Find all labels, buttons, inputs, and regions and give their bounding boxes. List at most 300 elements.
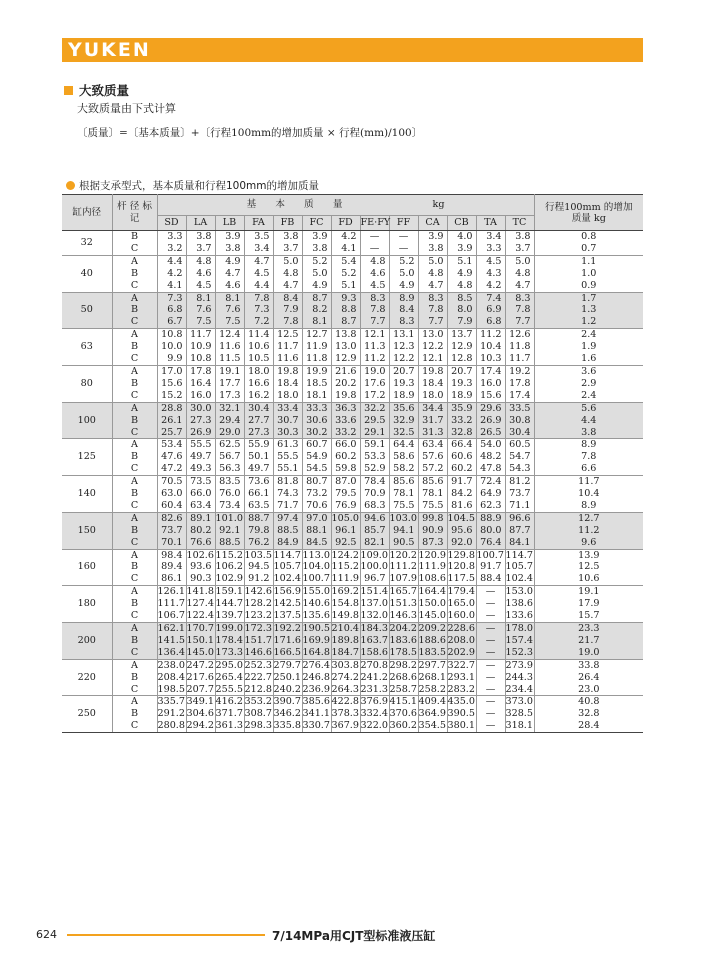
mass-cell: 91.2 bbox=[244, 573, 273, 585]
mass-cell: 11.4 bbox=[244, 329, 273, 341]
mass-cell: 139.7 bbox=[215, 610, 243, 622]
rod-cell: C bbox=[112, 500, 157, 512]
table-row bbox=[62, 390, 643, 402]
mass-cell: 93.6 bbox=[186, 561, 215, 573]
brand-bar bbox=[62, 38, 643, 62]
mass-cell: 29.6 bbox=[476, 402, 505, 414]
rod-cell: B bbox=[112, 561, 157, 573]
stroke-increase-cell: 0.7 bbox=[581, 242, 597, 254]
mass-cell: 4.0 bbox=[447, 231, 476, 243]
mass-cell: 152.3 bbox=[505, 646, 533, 658]
mass-cell: 72.4 bbox=[476, 476, 505, 488]
table-row bbox=[62, 255, 643, 267]
mass-cell: 47.2 bbox=[157, 463, 186, 475]
mass-cell: 4.6 bbox=[186, 268, 215, 280]
mass-cell: 145.0 bbox=[418, 610, 446, 622]
mass-cell: 105.0 bbox=[331, 512, 359, 524]
mass-cell: 10.0 bbox=[157, 341, 186, 353]
table-row bbox=[62, 696, 643, 708]
mass-cell: 12.5 bbox=[273, 329, 302, 341]
stroke-increase-cell: 12.5 bbox=[578, 561, 600, 573]
mass-cell: 6.8 bbox=[157, 304, 186, 316]
table-row bbox=[62, 268, 643, 280]
mass-cell: 31.7 bbox=[418, 415, 447, 427]
mass-cell: 58.6 bbox=[389, 451, 418, 463]
mass-cell: 142.6 bbox=[244, 586, 272, 598]
table-row bbox=[62, 586, 643, 598]
stroke-increase-cell: 1.7 bbox=[534, 292, 643, 304]
table-title-text: 根据支承型式，基本质量和行程100mm的增加质量 bbox=[79, 180, 319, 192]
mass-cell: — bbox=[476, 696, 505, 708]
header-unit: kg bbox=[432, 199, 445, 210]
mass-cell: 16.0 bbox=[476, 378, 505, 390]
column-header: FD bbox=[331, 216, 360, 231]
mass-cell: 390.7 bbox=[273, 696, 301, 708]
mass-cell: 49.7 bbox=[186, 451, 215, 463]
brand-logo: YUKEN bbox=[68, 39, 151, 61]
mass-cell: 27.3 bbox=[186, 415, 215, 427]
mass-cell: 8.1 bbox=[186, 292, 215, 304]
stroke-increase-cell: 12.7 bbox=[534, 512, 643, 524]
mass-cell: 100.7 bbox=[476, 549, 504, 561]
table-row bbox=[62, 635, 643, 647]
mass-cell: 164.8 bbox=[302, 646, 330, 658]
mass-cell: 60.7 bbox=[302, 439, 331, 451]
rod-cell: B bbox=[112, 304, 157, 316]
table-row bbox=[62, 451, 643, 463]
mass-cell: 163.7 bbox=[360, 634, 388, 646]
mass-cell: 276.4 bbox=[302, 659, 330, 671]
mass-cell: 6.9 bbox=[476, 304, 505, 316]
mass-cell: 18.4 bbox=[273, 378, 302, 390]
mass-cell: 109.0 bbox=[360, 549, 388, 561]
mass-cell: 111.7 bbox=[157, 598, 185, 610]
table-row bbox=[62, 659, 643, 671]
mass-cell: 32.5 bbox=[389, 427, 418, 439]
bore-cell: 32 bbox=[62, 231, 112, 256]
rod-cell: A bbox=[112, 255, 157, 267]
stroke-increase-cell: 13.9 bbox=[534, 549, 643, 561]
mass-cell: 4.7 bbox=[244, 255, 273, 267]
mass-cell: 3.9 bbox=[418, 231, 447, 243]
table-row bbox=[62, 720, 643, 732]
mass-cell: 141.8 bbox=[186, 586, 214, 598]
mass-cell: 247.2 bbox=[186, 659, 214, 671]
mass-cell: 17.8 bbox=[186, 365, 215, 377]
mass-cell: 385.6 bbox=[302, 696, 330, 708]
stroke-increase-cell: 1.0 bbox=[581, 267, 597, 279]
bore-cell: 180 bbox=[62, 586, 112, 623]
stroke-increase-cell: 4.4 bbox=[534, 415, 643, 427]
stroke-increase-cell: 1.2 bbox=[534, 316, 643, 328]
stroke-increase-cell: 2.9 bbox=[581, 377, 597, 389]
table-row bbox=[62, 500, 643, 512]
mass-cell: 133.6 bbox=[505, 610, 533, 622]
mass-cell: 159.1 bbox=[215, 586, 243, 598]
mass-cell: 58.2 bbox=[389, 463, 418, 475]
mass-cell: 318.1 bbox=[505, 720, 533, 732]
mass-cell: 3.4 bbox=[244, 243, 273, 255]
mass-cell: 135.6 bbox=[302, 610, 330, 622]
mass-cell: 104.0 bbox=[302, 561, 330, 573]
mass-cell: 8.7 bbox=[331, 316, 360, 328]
mass-cell: 4.8 bbox=[447, 280, 476, 292]
mass-cell: 335.7 bbox=[157, 696, 185, 708]
mass-cell: 4.2 bbox=[157, 268, 186, 280]
mass-cell: 85.7 bbox=[360, 525, 389, 537]
mass-cell: 103.0 bbox=[389, 512, 417, 524]
mass-cell: 137.0 bbox=[360, 598, 388, 610]
mass-cell: 84.1 bbox=[505, 537, 534, 549]
mass-cell: 137.5 bbox=[273, 610, 301, 622]
rod-cell: C bbox=[112, 316, 157, 328]
mass-cell: 3.7 bbox=[505, 243, 534, 255]
mass-cell: 10.6 bbox=[244, 341, 273, 353]
rod-cell: B bbox=[112, 708, 157, 720]
mass-cell: 62.5 bbox=[215, 439, 244, 451]
mass-cell: 8.3 bbox=[389, 316, 418, 328]
mass-cell: 7.7 bbox=[360, 316, 389, 328]
mass-cell: 124.2 bbox=[331, 549, 359, 561]
mass-cell: 66.4 bbox=[447, 439, 476, 451]
mass-cell: 12.6 bbox=[505, 329, 534, 341]
mass-cell: — bbox=[476, 635, 505, 647]
mass-cell: 4.9 bbox=[447, 268, 476, 280]
mass-cell: 6.8 bbox=[476, 316, 505, 328]
mass-cell: 164.4 bbox=[418, 586, 446, 598]
mass-cell: 335.8 bbox=[273, 720, 301, 732]
bore-cell: 250 bbox=[62, 696, 112, 733]
mass-cell: 270.8 bbox=[360, 659, 388, 671]
table-row bbox=[62, 610, 643, 622]
rod-cell: A bbox=[112, 696, 157, 708]
stroke-increase-cell: 23.0 bbox=[578, 683, 600, 695]
mass-cell: 297.7 bbox=[418, 659, 446, 671]
mass-cell: 60.6 bbox=[447, 451, 476, 463]
rod-cell: B bbox=[112, 451, 157, 463]
mass-cell: 90.9 bbox=[418, 525, 447, 537]
mass-cell: 100.7 bbox=[302, 573, 330, 585]
mass-cell: 34.4 bbox=[418, 402, 447, 414]
stroke-increase-cell: 10.4 bbox=[578, 488, 600, 500]
mass-cell: 3.9 bbox=[215, 231, 244, 243]
mass-cell: 241.2 bbox=[360, 671, 388, 683]
mass-cell: 19.3 bbox=[447, 378, 476, 390]
mass-cell: 11.7 bbox=[273, 341, 302, 353]
mass-cell: 19.9 bbox=[302, 365, 331, 377]
column-header: SD bbox=[157, 216, 186, 231]
mass-cell: 12.4 bbox=[215, 329, 244, 341]
mass-cell: 33.6 bbox=[331, 415, 360, 427]
mass-cell: 209.2 bbox=[418, 623, 446, 634]
mass-cell: 100.0 bbox=[360, 561, 388, 573]
table-row bbox=[62, 316, 643, 328]
mass-cell: 208.0 bbox=[447, 634, 475, 646]
mass-cell: 4.4 bbox=[157, 255, 186, 267]
mass-cell: 13.0 bbox=[418, 329, 447, 341]
mass-cell: 162.1 bbox=[157, 623, 185, 634]
mass-cell: 3.3 bbox=[476, 243, 505, 255]
mass-cell: 54.9 bbox=[302, 451, 331, 463]
rod-cell: B bbox=[112, 415, 157, 427]
mass-cell: 4.5 bbox=[360, 280, 389, 292]
table-row bbox=[62, 292, 643, 304]
mass-cell: 11.8 bbox=[302, 353, 331, 365]
mass-cell: 123.2 bbox=[244, 610, 272, 622]
mass-cell: 273.9 bbox=[505, 659, 533, 671]
mass-cell: 84.9 bbox=[273, 537, 302, 549]
mass-cell: 7.5 bbox=[186, 316, 215, 328]
mass-cell: 170.7 bbox=[186, 623, 214, 634]
mass-cell: 91.7 bbox=[447, 476, 476, 488]
mass-cell: 4.8 bbox=[186, 255, 215, 267]
mass-cell: 29.0 bbox=[215, 427, 244, 439]
mass-cell: 32.2 bbox=[360, 402, 389, 414]
mass-cell: 60.2 bbox=[331, 451, 360, 463]
mass-cell: 3.5 bbox=[244, 231, 273, 243]
mass-cell: 8.4 bbox=[273, 292, 302, 304]
mass-cell: 268.1 bbox=[418, 671, 446, 683]
stroke-increase-cell: 9.6 bbox=[534, 537, 643, 549]
mass-cell: 32.9 bbox=[389, 415, 418, 427]
mass-cell: 6.7 bbox=[157, 316, 186, 328]
mass-cell: 30.0 bbox=[186, 402, 215, 414]
mass-cell: 76.4 bbox=[476, 537, 505, 549]
mass-cell: 30.3 bbox=[273, 427, 302, 439]
mass-cell: 258.2 bbox=[418, 683, 446, 695]
mass-cell: 9.9 bbox=[157, 353, 186, 365]
mass-cell: 10.4 bbox=[476, 341, 505, 353]
mass-cell: 66.0 bbox=[331, 439, 360, 451]
mass-cell: 165.7 bbox=[389, 586, 417, 598]
circle-bullet-icon bbox=[66, 181, 75, 190]
table-row bbox=[62, 415, 643, 427]
mass-cell: 204.2 bbox=[389, 623, 417, 634]
mass-cell: 20.7 bbox=[389, 365, 418, 377]
mass-cell: 73.5 bbox=[186, 476, 215, 488]
mass-cell: 8.3 bbox=[505, 292, 534, 304]
table-row bbox=[62, 353, 643, 365]
bore-cell: 125 bbox=[62, 439, 112, 476]
mass-cell: 298.3 bbox=[244, 720, 272, 732]
mass-cell: 156.9 bbox=[273, 586, 301, 598]
mass-cell: 35.9 bbox=[447, 402, 476, 414]
mass-cell: 322.0 bbox=[360, 720, 388, 732]
mass-cell: 30.7 bbox=[273, 415, 302, 427]
mass-cell: 184.3 bbox=[360, 623, 388, 634]
mass-cell: 3.4 bbox=[476, 231, 505, 243]
stroke-increase-cell: 3.6 bbox=[534, 365, 643, 377]
header-basic-mass bbox=[157, 195, 534, 216]
mass-cell: 17.6 bbox=[360, 378, 389, 390]
rod-cell: B bbox=[112, 598, 157, 610]
mass-cell: 4.8 bbox=[273, 268, 302, 280]
mass-cell: 35.6 bbox=[389, 402, 418, 414]
mass-cell: 18.5 bbox=[302, 378, 331, 390]
mass-cell: 33.2 bbox=[331, 427, 360, 439]
mass-cell: 280.8 bbox=[157, 720, 185, 732]
mass-cell: 5.2 bbox=[389, 255, 418, 267]
mass-cell: 416.2 bbox=[215, 696, 243, 708]
stroke-increase-cell: 1.6 bbox=[581, 353, 597, 365]
mass-cell: 13.1 bbox=[389, 329, 418, 341]
mass-cell: 49.3 bbox=[186, 463, 215, 475]
mass-cell: 90.5 bbox=[389, 537, 418, 549]
mass-cell: 10.5 bbox=[244, 353, 273, 365]
table-row bbox=[62, 231, 643, 243]
mass-cell: 25.7 bbox=[157, 427, 186, 439]
mass-cell: — bbox=[476, 610, 505, 622]
mass-cell: — bbox=[476, 659, 505, 671]
mass-cell: 102.6 bbox=[186, 549, 214, 561]
mass-cell: 10.8 bbox=[157, 329, 186, 341]
mass-cell: 96.6 bbox=[505, 512, 534, 524]
table-row bbox=[62, 708, 643, 720]
table-row bbox=[62, 488, 643, 500]
mass-cell: 55.1 bbox=[273, 463, 302, 475]
mass-cell: 7.9 bbox=[273, 304, 302, 316]
mass-cell: 222.7 bbox=[244, 671, 272, 683]
stroke-increase-cell: 2.4 bbox=[534, 329, 643, 341]
mass-cell: 151.7 bbox=[244, 634, 272, 646]
mass-cell: 8.5 bbox=[447, 292, 476, 304]
mass-cell: — bbox=[476, 586, 505, 598]
mass-cell: 87.0 bbox=[331, 476, 360, 488]
mass-cell: 82.6 bbox=[157, 512, 186, 524]
mass-cell: 4.7 bbox=[273, 280, 302, 292]
mass-cell: 105.7 bbox=[273, 561, 301, 573]
mass-cell: 435.0 bbox=[447, 696, 475, 708]
mass-cell: 111.2 bbox=[389, 561, 417, 573]
mass-cell: 7.9 bbox=[447, 316, 476, 328]
mass-cell: 172.3 bbox=[244, 623, 272, 634]
mass-cell: 60.4 bbox=[157, 500, 186, 512]
mass-cell: 7.5 bbox=[215, 316, 244, 328]
mass-cell: 371.7 bbox=[215, 708, 243, 720]
rod-cell: B bbox=[112, 488, 157, 500]
mass-cell: 59.8 bbox=[331, 463, 360, 475]
mass-cell: 88.9 bbox=[476, 512, 505, 524]
mass-cell: 80.2 bbox=[186, 525, 215, 537]
mass-cell: 49.7 bbox=[244, 463, 273, 475]
stroke-increase-cell: 5.6 bbox=[534, 402, 643, 414]
mass-cell: 149.8 bbox=[331, 610, 359, 622]
mass-cell: 70.6 bbox=[302, 500, 331, 512]
page-number: 624 bbox=[36, 928, 57, 941]
mass-cell: 32.8 bbox=[447, 427, 476, 439]
stroke-increase-cell: 1.3 bbox=[534, 304, 643, 316]
mass-cell: 29.1 bbox=[360, 427, 389, 439]
mass-cell: 70.1 bbox=[157, 537, 186, 549]
stroke-increase-cell: 0.9 bbox=[581, 279, 597, 291]
mass-cell: 120.2 bbox=[389, 549, 417, 561]
mass-cell: 88.1 bbox=[302, 525, 331, 537]
mass-cell: 240.2 bbox=[273, 683, 301, 695]
mass-cell: 178.0 bbox=[505, 623, 533, 634]
table-row bbox=[62, 365, 643, 377]
mass-cell: — bbox=[476, 708, 505, 720]
mass-cell: 378.3 bbox=[331, 708, 359, 720]
mass-cell: 9.3 bbox=[331, 292, 360, 304]
mass-cell: 166.5 bbox=[273, 646, 301, 658]
mass-cell: 54.5 bbox=[302, 463, 331, 475]
mass-cell: 97.0 bbox=[302, 512, 331, 524]
mass-cell: 86.1 bbox=[157, 573, 186, 585]
rod-cell: A bbox=[112, 402, 157, 414]
mass-cell: 231.3 bbox=[360, 683, 388, 695]
column-header: FC bbox=[302, 216, 331, 231]
column-header: FA bbox=[244, 216, 273, 231]
mass-cell: 11.2 bbox=[476, 329, 505, 341]
mass-cell: 13.7 bbox=[447, 329, 476, 341]
mass-cell: 10.9 bbox=[186, 341, 215, 353]
stroke-increase-cell: 21.7 bbox=[534, 635, 643, 647]
mass-cell: 279.7 bbox=[273, 659, 301, 671]
table-row bbox=[62, 280, 643, 292]
mass-cell: 12.9 bbox=[447, 341, 476, 353]
mass-cell: 155.0 bbox=[302, 586, 330, 598]
mass-cell: 7.6 bbox=[215, 304, 244, 316]
mass-cell: 4.8 bbox=[418, 268, 447, 280]
mass-cell: 111.9 bbox=[331, 573, 359, 585]
mass-cell: 8.8 bbox=[331, 304, 360, 316]
mass-cell: — bbox=[476, 672, 505, 684]
mass-cell: 80.0 bbox=[476, 525, 505, 537]
mass-cell: 165.0 bbox=[447, 598, 475, 610]
mass-cell: 115.2 bbox=[331, 561, 359, 573]
rod-cell: C bbox=[112, 243, 157, 255]
mass-cell: 63.0 bbox=[157, 488, 186, 500]
mass-cell: 30.2 bbox=[302, 427, 331, 439]
table-row bbox=[62, 341, 643, 353]
mass-cell: 7.3 bbox=[157, 292, 186, 304]
mass-cell: 66.1 bbox=[244, 488, 273, 500]
mass-cell: 30.4 bbox=[244, 402, 273, 414]
mass-cell: 73.7 bbox=[505, 488, 534, 500]
header-stroke-increase: 行程100mm 的增加质量 kg bbox=[534, 195, 643, 231]
mass-cell: 29.5 bbox=[360, 415, 389, 427]
stroke-increase-cell: 26.4 bbox=[578, 671, 600, 683]
mass-cell: 63.4 bbox=[418, 439, 447, 451]
mass-cell: 63.4 bbox=[186, 500, 215, 512]
rod-cell: A bbox=[112, 586, 157, 598]
section-title bbox=[64, 81, 129, 99]
mass-cell: 12.9 bbox=[331, 353, 360, 365]
mass-cell: 15.6 bbox=[157, 378, 186, 390]
mass-cell: 422.8 bbox=[331, 696, 359, 708]
mass-cell: 294.2 bbox=[186, 720, 214, 732]
mass-cell: 106.2 bbox=[215, 561, 243, 573]
mass-cell: 246.8 bbox=[302, 671, 330, 683]
mass-cell: — bbox=[476, 623, 505, 635]
mass-cell: 54.0 bbox=[476, 439, 505, 451]
mass-cell: 101.0 bbox=[215, 512, 243, 524]
mass-cell: 8.1 bbox=[302, 316, 331, 328]
mass-cell: 55.5 bbox=[186, 439, 215, 451]
mass-cell: 56.7 bbox=[215, 451, 244, 463]
rod-cell: B bbox=[112, 231, 157, 243]
mass-cell: — bbox=[389, 231, 418, 243]
mass-cell: 19.0 bbox=[360, 365, 389, 377]
mass-cell: 17.3 bbox=[215, 390, 244, 402]
mass-cell: 96.1 bbox=[331, 525, 360, 537]
mass-cell: 142.5 bbox=[273, 598, 301, 610]
mass-cell: 54.7 bbox=[505, 451, 534, 463]
mass-cell: 7.6 bbox=[186, 304, 215, 316]
mass-cell: 19.3 bbox=[389, 378, 418, 390]
mass-cell: 71.1 bbox=[505, 500, 534, 512]
mass-cell: 106.7 bbox=[157, 610, 185, 622]
